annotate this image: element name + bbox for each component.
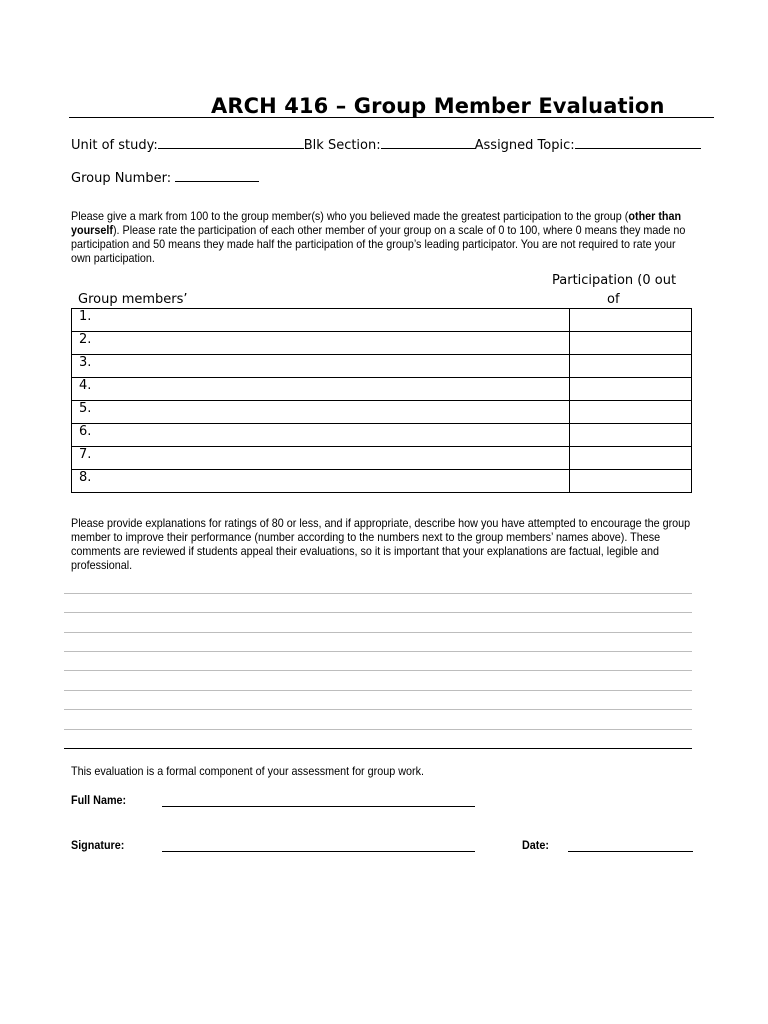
explanations-paragraph: Please provide explanations for ratings of 80 or less, and if appropriate, describe how you have attempted to encourage the group member to improve their performance (number according to the numbers next to the group members’ names above). These comments are reviewed if students appeal their evaluations, so it is important that your explanations are factual, legible and professional. [71, 517, 691, 572]
participation-header-line1: Participation (0 out [552, 273, 677, 288]
table-row [72, 424, 692, 447]
formal-note: This evaluation is a formal component of your assessment for group work. [71, 765, 424, 778]
page-title: ARCH 416 – Group Member Evaluation [211, 94, 665, 118]
members-table [71, 308, 692, 493]
comment-line[interactable] [64, 748, 692, 749]
participation-header-line2: of [607, 292, 620, 307]
signature-field[interactable] [162, 851, 475, 852]
participation-score-cell[interactable] [569, 378, 691, 401]
member-name-cell[interactable]: 4. [72, 378, 570, 401]
date-field[interactable] [568, 851, 693, 852]
member-name-cell[interactable]: 2. [72, 332, 570, 355]
full-name-label: Full Name: [71, 794, 127, 807]
table-row [72, 309, 692, 332]
instructions-paragraph [71, 210, 696, 266]
blk-section-field[interactable] [381, 138, 475, 149]
comment-line[interactable] [64, 651, 692, 652]
course-info-row [71, 138, 701, 153]
table-row [72, 401, 692, 424]
member-name-cell[interactable]: 8. [72, 470, 570, 493]
assigned-topic-label: Assigned Topic: [474, 138, 575, 153]
participation-score-cell[interactable] [569, 401, 691, 424]
participation-score-cell[interactable] [569, 355, 691, 378]
instructions-bold-text: other than yourself [71, 210, 682, 237]
table-row [72, 447, 692, 470]
participation-score-cell[interactable] [569, 424, 691, 447]
full-name-field[interactable] [162, 806, 475, 807]
member-name-cell[interactable]: 5. [72, 401, 570, 424]
date-label: Date: [522, 839, 549, 852]
member-name-cell[interactable]: 3. [72, 355, 570, 378]
instructions-text-1: Please give a mark from 100 to the group member(s) who you believed made the greatest participation to the group ( [71, 210, 629, 223]
member-name-cell[interactable]: 6. [72, 424, 570, 447]
table-row [72, 332, 692, 355]
group-number-label: Group Number: [71, 171, 176, 186]
blk-section-label: Blk Section: [303, 138, 381, 153]
unit-of-study-label: Unit of study: [71, 138, 158, 153]
comment-line[interactable] [64, 593, 692, 594]
group-number-field[interactable] [175, 171, 259, 182]
comment-line[interactable] [64, 612, 692, 613]
signature-label: Signature: [71, 839, 125, 852]
participation-score-cell[interactable] [569, 309, 691, 332]
comment-line[interactable] [64, 632, 692, 633]
participation-score-cell[interactable] [569, 470, 691, 493]
group-number-row [71, 171, 259, 186]
table-row [72, 470, 692, 493]
table-row [72, 378, 692, 401]
participation-score-cell[interactable] [569, 447, 691, 470]
comment-line[interactable] [64, 729, 692, 730]
assigned-topic-field[interactable] [575, 138, 701, 149]
member-name-cell[interactable]: 7. [72, 447, 570, 470]
comment-line[interactable] [64, 709, 692, 710]
table-row [72, 355, 692, 378]
comment-line[interactable] [64, 670, 692, 671]
instructions-text-2: ). Please rate the participation of each other member of your group on a scale of 0 to 100, where 0 means they made no participation and 50 means they made half the participation of the group’s leading participator. You are not required to rate your own participation. [71, 224, 686, 265]
comment-line[interactable] [64, 690, 692, 691]
member-name-cell[interactable]: 1. [72, 309, 570, 332]
members-header: Group members’ [78, 292, 188, 307]
participation-score-cell[interactable] [569, 332, 691, 355]
unit-of-study-field[interactable] [158, 138, 304, 149]
